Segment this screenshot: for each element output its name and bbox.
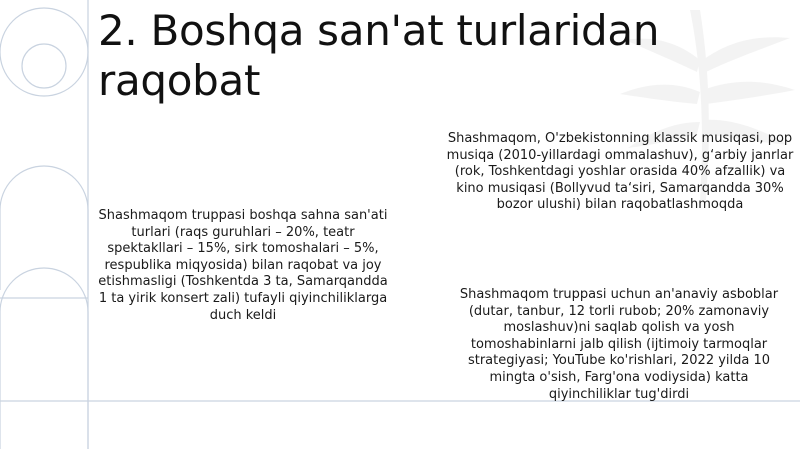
slide-title: 2. Boshqa san'at turlaridan raqobat — [98, 6, 660, 105]
right-top-text-block: Shashmaqom, O'zbekistonning klassik musiqasi, pop musiqa (2010-yillardagi ommalashuv), g‘arbiy janrlar (rok, Toshkentdagi yoshlar orasida 40% afzallik) va kino musiqasi (Bollyvud ta‘siri, Samarqandda 30% bozor ulushi) bilan raqobatlashmoqda — [446, 131, 794, 213]
left-text-block: Shashmaqom truppasi boshqa sahna san'ati turlari (raqs guruhlari – 20%, teatr spektakllari – 15%, sirk tomoshalari – 5%, respublika miqyosida) bilan raqobat va joy etishmasligi (Toshkentda 3 ta, Samarqandda 1 ta yirik konsert zali) tufayli qiyinchiliklarga duch keldi — [98, 208, 388, 323]
right-bottom-text-block: Shashmaqom truppasi uchun an'anaviy asboblar (dutar, tanbur, 12 torli rubob; 20% zamonaviy moslashuv)ni saqlab qolish va yosh tomoshabinlarni jalb qilish (ijtimoiy tarmoqlar strategiyasi; YouTube ko'rishlari, 2022 yilda 10 mingta o'sish, Farg'ona vodiysida) katta qiyinchiliklar tug'dirdi — [459, 287, 779, 402]
deco-circle-large — [0, 8, 88, 96]
deco-arch-upper — [0, 166, 88, 290]
deco-circle-small — [22, 44, 66, 88]
deco-arch-lower — [0, 268, 88, 449]
